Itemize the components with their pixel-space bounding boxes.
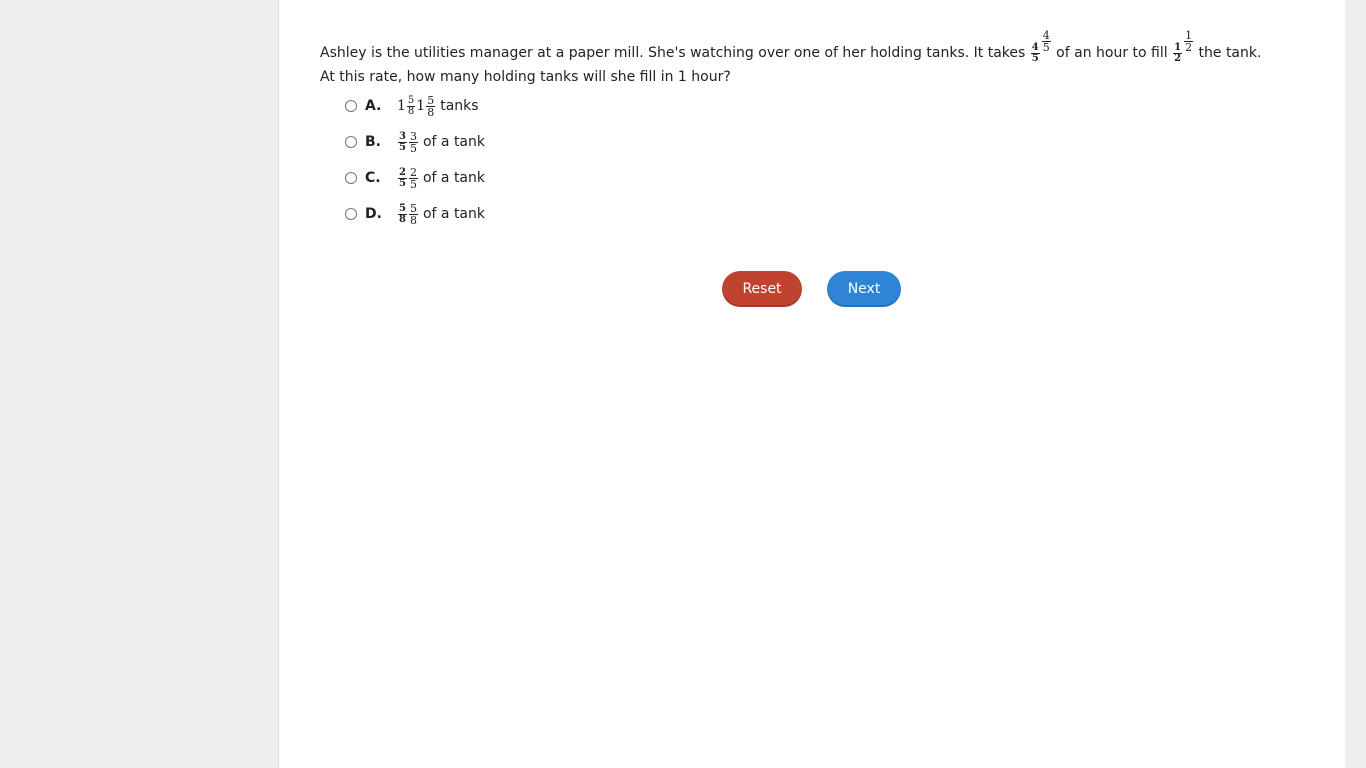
fraction-four-fifths — [1031, 43, 1040, 64]
fraction-numerator: 4 — [1031, 41, 1039, 53]
fraction-denominator: 5 — [1031, 52, 1039, 64]
choice-a[interactable] — [345, 88, 485, 124]
choice-a-radio[interactable] — [345, 100, 357, 112]
fraction — [407, 96, 415, 117]
fraction-one-half-duplicate — [1184, 30, 1193, 53]
choice-d-radio[interactable] — [345, 208, 357, 220]
question-part3: the tank. At this rate, how many holding tanks will she fill in 1 hour? — [320, 45, 1262, 85]
fraction-duplicate — [409, 131, 418, 154]
fraction-denominator: 5 — [399, 141, 406, 153]
mixed-whole: 1 — [397, 98, 406, 114]
choice-suffix: tanks — [440, 98, 479, 114]
choice-letter: D. — [365, 206, 382, 222]
fraction-numerator: 2 — [409, 165, 417, 179]
fraction-numerator: 2 — [399, 166, 406, 178]
fraction-duplicate — [426, 95, 435, 118]
fraction-numerator: 3 — [409, 129, 417, 143]
fraction-numerator: 1 — [1174, 41, 1182, 53]
fraction-denominator: 2 — [1185, 41, 1193, 54]
fraction-numerator: 1 — [1185, 29, 1193, 42]
choice-b-math — [397, 131, 419, 154]
fraction-denominator: 5 — [399, 177, 406, 189]
fraction — [398, 132, 407, 153]
fraction-denominator: 8 — [409, 213, 417, 227]
choice-b[interactable] — [345, 124, 485, 160]
fraction — [398, 168, 407, 189]
fraction-four-fifths-duplicate — [1042, 30, 1051, 53]
fraction-denominator: 5 — [409, 141, 417, 155]
fraction-numerator: 5 — [399, 202, 406, 214]
fraction-denominator: 8 — [399, 213, 406, 225]
question-part2: of an hour to fill — [1056, 45, 1168, 61]
choice-c-radio[interactable] — [345, 172, 357, 184]
choice-letter: A. — [365, 98, 382, 114]
fraction-denominator: 8 — [407, 105, 415, 117]
choice-a-math — [397, 95, 436, 118]
fraction-numerator: 5 — [407, 94, 415, 106]
fraction-numerator: 4 — [1042, 29, 1050, 42]
fraction-duplicate — [409, 203, 418, 226]
fraction-duplicate — [409, 167, 418, 190]
question-text — [320, 30, 1280, 89]
answer-choices — [345, 88, 485, 232]
fraction-denominator: 5 — [1042, 41, 1050, 54]
fraction-one-half — [1173, 43, 1182, 64]
content-panel — [278, 0, 1346, 768]
fraction-numerator: 3 — [399, 130, 406, 142]
fraction-numerator: 5 — [409, 201, 417, 215]
fraction-numerator: 5 — [427, 93, 435, 107]
choice-suffix: of a tank — [422, 170, 485, 186]
next-button[interactable]: Next — [827, 271, 901, 307]
choice-c[interactable] — [345, 160, 485, 196]
mixed-whole-duplicate: 1 — [416, 98, 426, 114]
choice-d-math — [397, 203, 419, 226]
choice-d[interactable] — [345, 196, 485, 232]
fraction-denominator: 8 — [427, 105, 435, 119]
question-part1: Ashley is the utilities manager at a paper mill. She's watching over one of her holding tanks. It takes — [320, 45, 1026, 61]
right-gutter — [1345, 0, 1366, 768]
choice-suffix: of a tank — [422, 206, 485, 222]
choice-suffix: of a tank — [422, 134, 485, 150]
fraction-denominator: 5 — [409, 177, 417, 191]
choice-c-math — [397, 167, 419, 190]
reset-button[interactable]: Reset — [722, 271, 802, 307]
fraction — [398, 204, 407, 225]
choice-letter: C. — [365, 170, 381, 186]
choice-letter: B. — [365, 134, 381, 150]
fraction-denominator: 2 — [1174, 52, 1182, 64]
choice-b-radio[interactable] — [345, 136, 357, 148]
